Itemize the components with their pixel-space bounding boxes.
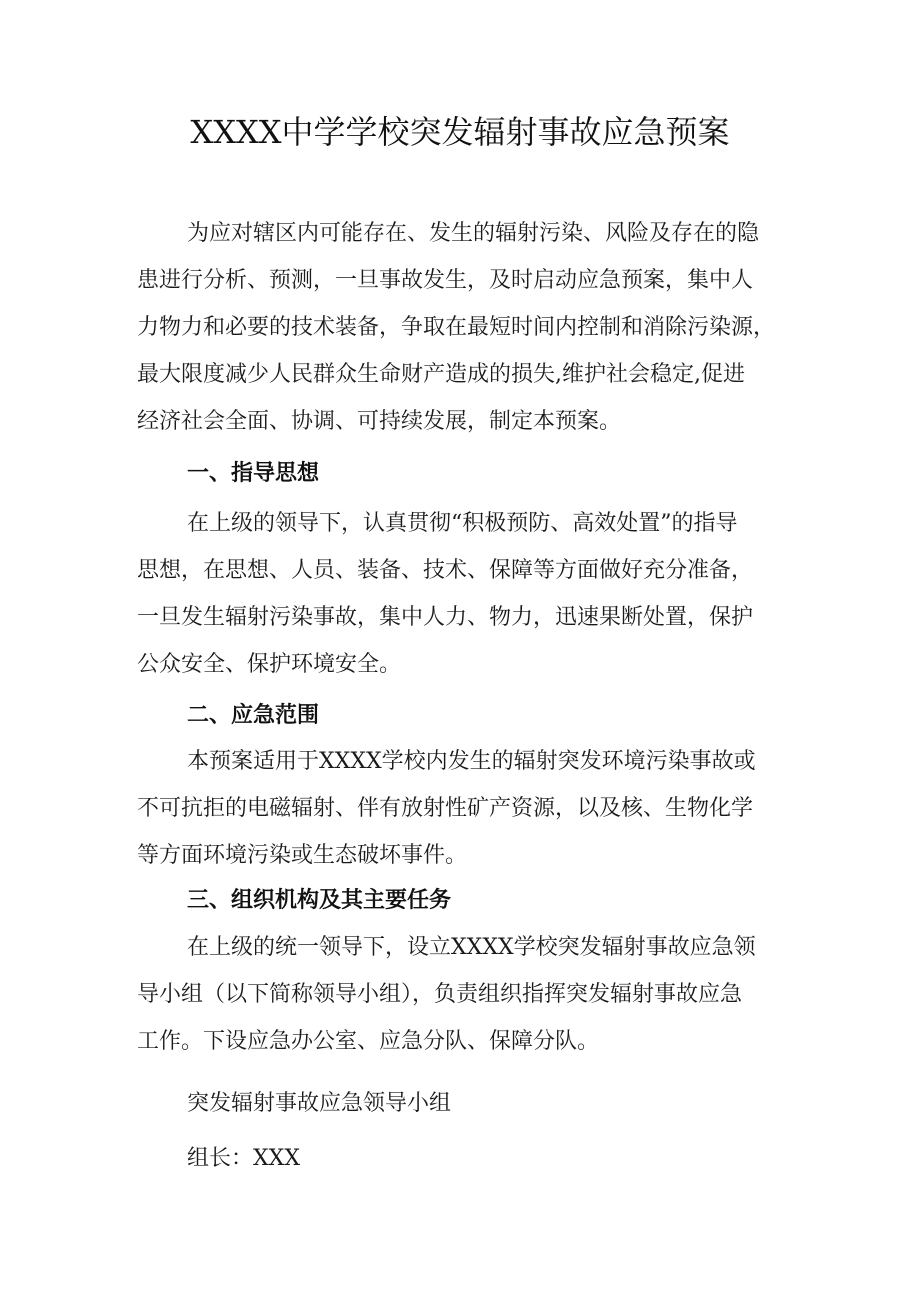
section3-line: 在上级的统一领导下，设立XXXX学校突发辐射事故应急领 bbox=[187, 935, 756, 960]
intro-line: 为应对辖区内可能存在、发生的辐射污染、风险及存在的隐 bbox=[187, 221, 760, 246]
intro-line: 最大限度减少人民群众生命财产造成的损失,维护社会稳定,促进 bbox=[137, 362, 745, 387]
section1-line: 思想，在思想、人员、装备、技术、保障等方面做好充分准备， bbox=[137, 558, 754, 583]
section1-line: 一旦发生辐射污染事故，集中人力、物力，迅速果断处置，保护 bbox=[137, 605, 754, 630]
group-title: 突发辐射事故应急领导小组 bbox=[187, 1091, 452, 1116]
intro-line: 力物力和必要的技术装备，争取在最短时间内控制和消除污染源， bbox=[137, 315, 776, 340]
section2-line: 等方面环境污染或生态破坏事件。 bbox=[137, 843, 468, 868]
section2-paragraph bbox=[137, 738, 787, 879]
section1-line: 公众安全、保护环境安全。 bbox=[137, 652, 402, 677]
intro-line: 患进行分析、预测，一旦事故发生，及时启动应急预案，集中人 bbox=[137, 268, 754, 293]
section1-line: 在上级的领导下，认真贯彻“积极预防、高效处置”的指导 bbox=[187, 511, 738, 536]
section2-line: 不可抗拒的电磁辐射、伴有放射性矿产资源，以及核、生物化学 bbox=[137, 796, 754, 821]
section3-heading: 三、组织机构及其主要任务 bbox=[187, 888, 452, 913]
intro-paragraph bbox=[137, 210, 787, 445]
section1-paragraph bbox=[137, 500, 787, 688]
section3-paragraph bbox=[137, 924, 787, 1065]
section3-line: 工作。下设应急办公室、应急分队、保障分队。 bbox=[137, 1029, 600, 1054]
section3-line: 导小组（以下简称领导小组），负责组织指挥突发辐射事故应急 bbox=[137, 982, 743, 1007]
document-title: XXXX中学学校突发辐射事故应急预案 bbox=[190, 113, 730, 151]
section2-line: 本预案适用于XXXX学校内发生的辐射突发环境污染事故或 bbox=[187, 749, 756, 774]
section2-heading: 二、应急范围 bbox=[187, 703, 320, 728]
section1-heading: 一、指导思想 bbox=[187, 461, 320, 486]
group-leader: 组长：XXX bbox=[187, 1146, 300, 1171]
intro-line: 经济社会全面、协调、可持续发展，制定本预案。 bbox=[137, 409, 622, 434]
